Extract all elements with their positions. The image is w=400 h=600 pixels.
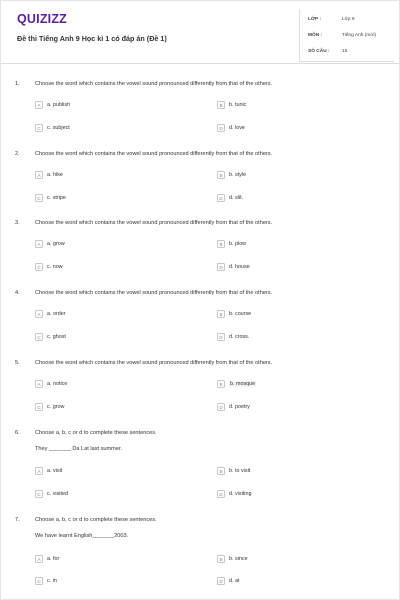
option-text: a. visit [47,468,63,474]
meta-value: Lớp 9 [342,17,355,22]
option-text: b. plow [229,241,247,247]
option-text: c. in [47,578,57,584]
meta-value: Tiếng Anh (mới) [342,33,377,38]
option-letter-box: A [35,240,43,248]
question-number: 2. [15,151,20,157]
option-text: a. hike [47,172,63,178]
option-letter-box: D [217,490,225,498]
option-letter-box: B [217,380,225,388]
question-text: Choose the word which contains the vowel sound pronounced differently from that of the others. [35,220,273,226]
option-letter-box: B [217,101,225,109]
option-letter-box: C [35,333,43,341]
option-text: c. ghost [47,334,66,340]
option-text: b. to visit [229,468,251,474]
option-text: a. publish [47,102,71,108]
question-number: 6. [15,430,20,436]
option-text: c. stripe [47,195,66,201]
option-letter-box: B [217,467,225,475]
question-number: 1. [15,81,20,87]
option-letter-box: A [35,171,43,179]
option-letter-box: C [35,263,43,271]
option-text: b. style [229,172,247,178]
option-letter-box: B [217,555,225,563]
option-letter-box: A [35,101,43,109]
option-letter-box: A [35,310,43,318]
meta-label: LỚP : [308,17,322,22]
option-letter-box: A [35,380,43,388]
option-text: d. cross. [229,334,250,340]
question-text: Choose the word which contains the vowel sound pronounced differently from that of the others. [35,290,273,296]
question-number: 7. [15,517,20,523]
question-text: Choose the word which contains the vowel sound pronounced differently from that of the others. [35,360,273,366]
option-text: c. subject [47,125,70,131]
option-letter-box: C [35,490,43,498]
option-text: d. house [229,264,250,270]
option-text: a. grow [47,241,65,247]
meta-label: MÔN : [308,33,323,38]
option-letter-box: D [217,577,225,585]
question-text: Choose the word which contains the vowel sound pronounced differently from that of the others. [35,151,273,157]
option-text: c. visited [47,491,68,497]
option-text: d. slit. [229,195,244,201]
option-text: b. mosque [230,381,256,387]
option-text: d. poetry [229,404,250,410]
option-text: a. notice [47,381,68,387]
option-text: d. at [229,578,240,584]
option-letter-box: D [217,333,225,341]
question-number: 4. [15,290,20,296]
option-letter-box: B [217,171,225,179]
option-letter-box: A [35,467,43,475]
option-letter-box: D [217,124,225,132]
option-text: b. tunic [229,102,247,108]
meta-value: 15 [342,49,348,54]
option-text: b. since [229,556,248,562]
worksheet-meta [299,9,394,62]
option-text: a. order [47,311,66,317]
question-text: Choose the word which contains the vowel sound pronounced differently from that of the others. [35,81,273,87]
option-text: a. for [47,556,60,562]
option-letter-box: C [35,403,43,411]
option-letter-box: B [217,310,225,318]
question-sentence: They _______ Da Lat last summer. [35,446,123,452]
option-text: d. visiting [229,491,252,497]
header-divider [1,63,400,64]
option-text: b. course [229,311,252,317]
option-letter-box: A [35,555,43,563]
question-text: Choose a, b, c or d to complete these sentences. [35,430,157,436]
option-letter-box: D [217,263,225,271]
option-letter-box: D [217,403,225,411]
option-text: c. grow [47,404,65,410]
option-text: d. love [229,125,245,131]
meta-label: SỐ CÂU : [308,49,330,54]
option-text: c. now [47,264,63,270]
option-letter-box: B [217,240,225,248]
option-letter-box: D [217,194,225,202]
quizizz-logo: QUIZIZZ [17,12,68,26]
question-number: 5. [15,360,20,366]
option-letter-box: C [35,124,43,132]
question-number: 3. [15,220,20,226]
option-letter-box: C [35,577,43,585]
worksheet-title: Đề thi Tiếng Anh 9 Học kì 1 có đáp án (Đề 1) [17,34,167,43]
question-text: Choose a, b, c or d to complete these sentences. [35,517,157,523]
question-sentence: We have learnt English_______2003. [35,533,129,539]
option-letter-box: C [35,194,43,202]
